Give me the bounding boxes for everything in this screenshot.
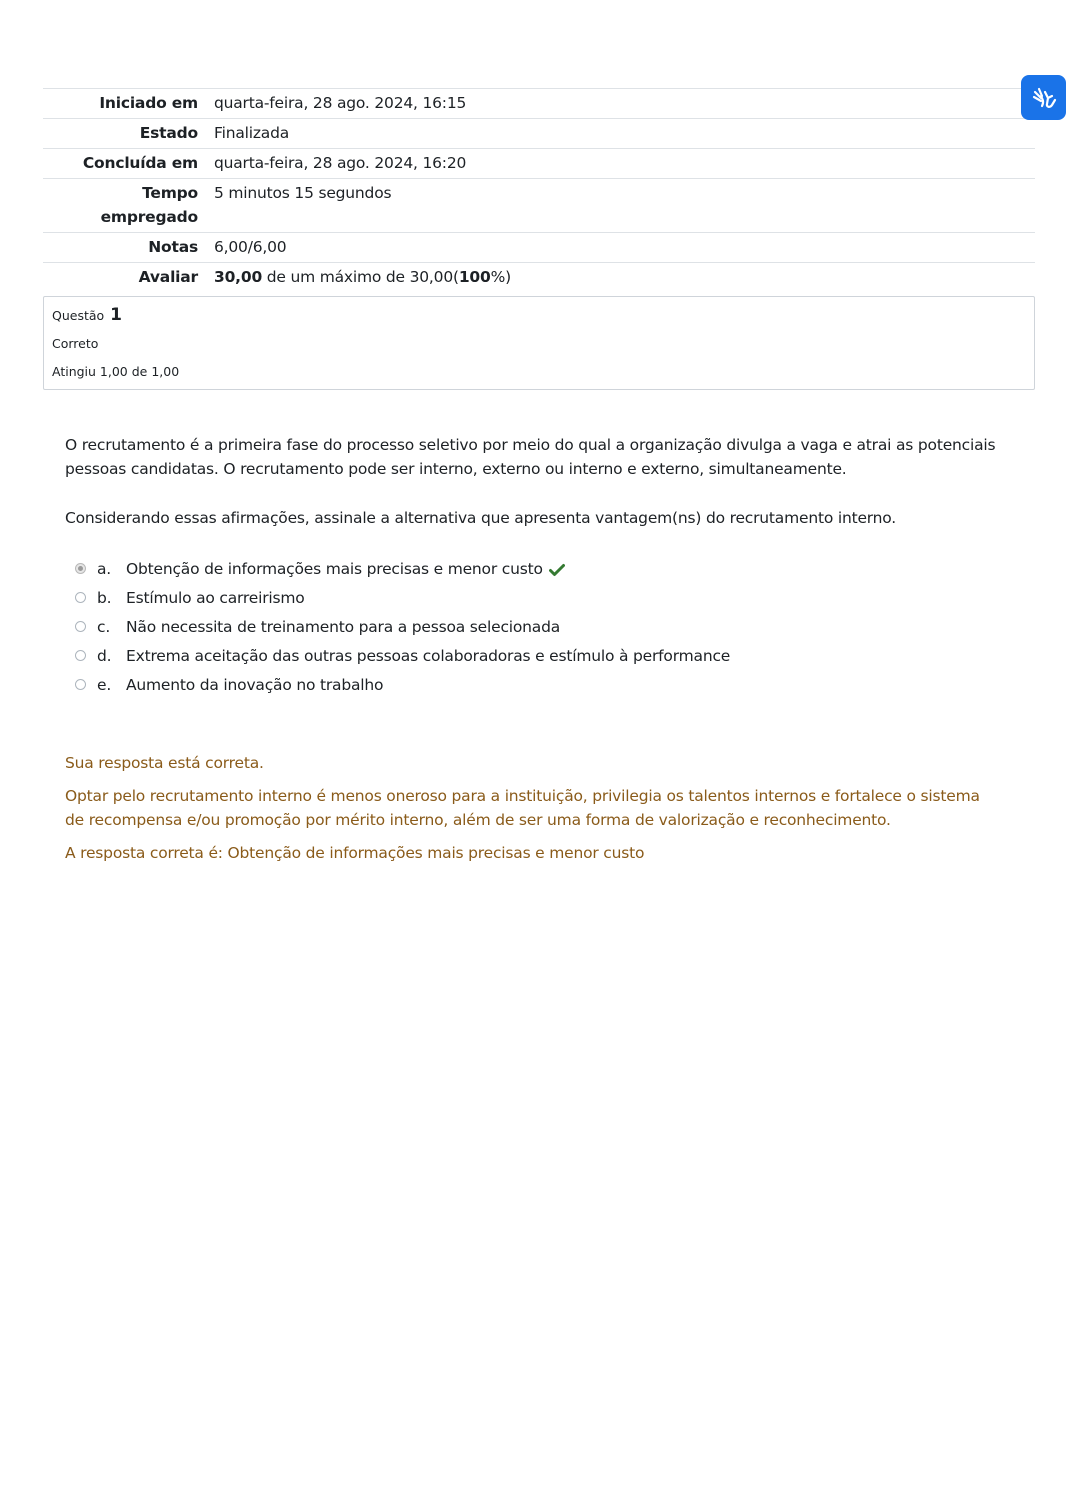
option-label: Obtenção de informações mais precisas e menor custo [126,560,543,578]
answer-option-d[interactable] [72,644,972,673]
option-text [126,557,565,581]
answer-option-a[interactable] [72,557,972,586]
feedback-box [65,751,985,865]
summary-label: Tempo empregado [100,184,198,226]
summary-label: Concluída em [82,154,198,172]
answer-option-b[interactable] [72,586,972,615]
summary-label: Avaliar [138,268,198,286]
correct-check-icon [549,563,565,577]
feedback-right-answer: A resposta correta é: Obtenção de informações mais precisas e menor custo [65,844,645,862]
sign-language-icon [1030,84,1058,112]
question-number-value: 1 [110,305,123,325]
answer-options [72,557,972,702]
question-paragraph-1: O recrutamento é a primeira fase do processo seletivo por meio do qual a organização divulga a vaga e atrai as potenciais pessoas candidatas. O recrutamento pode ser interno, externo ou interno e externo, simultaneamente. [65,436,996,478]
feedback-result: Sua resposta está correta. [65,754,264,772]
radio-button[interactable] [75,592,86,603]
option-letter: c. [97,618,111,636]
answer-option-e[interactable] [72,673,972,702]
question-text [65,433,1005,530]
question-info-box [43,296,1035,390]
summary-value: 6,00/6,00 [214,238,287,256]
summary-row-state [43,119,1035,149]
summary-value [214,263,1035,293]
option-letter: e. [97,676,112,694]
summary-value: quarta-feira, 28 ago. 2024, 16:15 [214,94,467,112]
summary-label: Notas [148,238,198,256]
radio-button[interactable] [75,650,86,661]
summary-row-time-taken [43,179,1035,233]
radio-button[interactable] [75,621,86,632]
grade-mid: de um máximo de 30,00( [266,268,459,286]
option-letter: a. [97,560,112,578]
question-prefix: Questão [52,308,105,323]
option-text: Estímulo ao carreirismo [126,589,305,607]
option-text: Aumento da inovação no trabalho [126,676,384,694]
question-number [52,305,122,325]
option-text: Não necessita de treinamento para a pessoa selecionada [126,618,561,636]
option-letter: b. [97,589,112,607]
option-letter: d. [97,647,112,665]
summary-row-started [43,89,1035,119]
question-paragraph-2: Considerando essas afirmações, assinale a alternativa que apresenta vantagem(ns) do recrutamento interno. [65,509,897,527]
grade-percent: 100 [458,268,491,286]
accessibility-button[interactable] [1021,75,1066,120]
question-mark: Atingiu 1,00 de 1,00 [52,364,180,379]
summary-row-grade [43,263,1035,293]
option-text: Extrema aceitação das outras pessoas colaboradoras e estímulo à performance [126,647,731,665]
summary-row-completed [43,149,1035,179]
summary-label: Estado [139,124,198,142]
grade-score: 30,00 [214,268,263,286]
summary-label: Iniciado em [99,94,198,112]
summary-row-marks [43,233,1035,263]
radio-button[interactable] [75,563,86,574]
attempt-summary-table [43,88,1035,292]
feedback-explanation: Optar pelo recrutamento interno é menos oneroso para a instituição, privilegia os talentos internos e fortalece o sistema de recompensa e/ou promoção por mérito interno, além de ser uma forma de valorização e reconhecimento. [65,787,980,829]
radio-button[interactable] [75,679,86,690]
summary-value: quarta-feira, 28 ago. 2024, 16:20 [214,154,467,172]
question-state: Correto [52,336,99,351]
answer-option-c[interactable] [72,615,972,644]
grade-tail: %) [490,268,511,286]
summary-value: 5 minutos 15 segundos [214,184,392,202]
summary-value: Finalizada [214,124,290,142]
